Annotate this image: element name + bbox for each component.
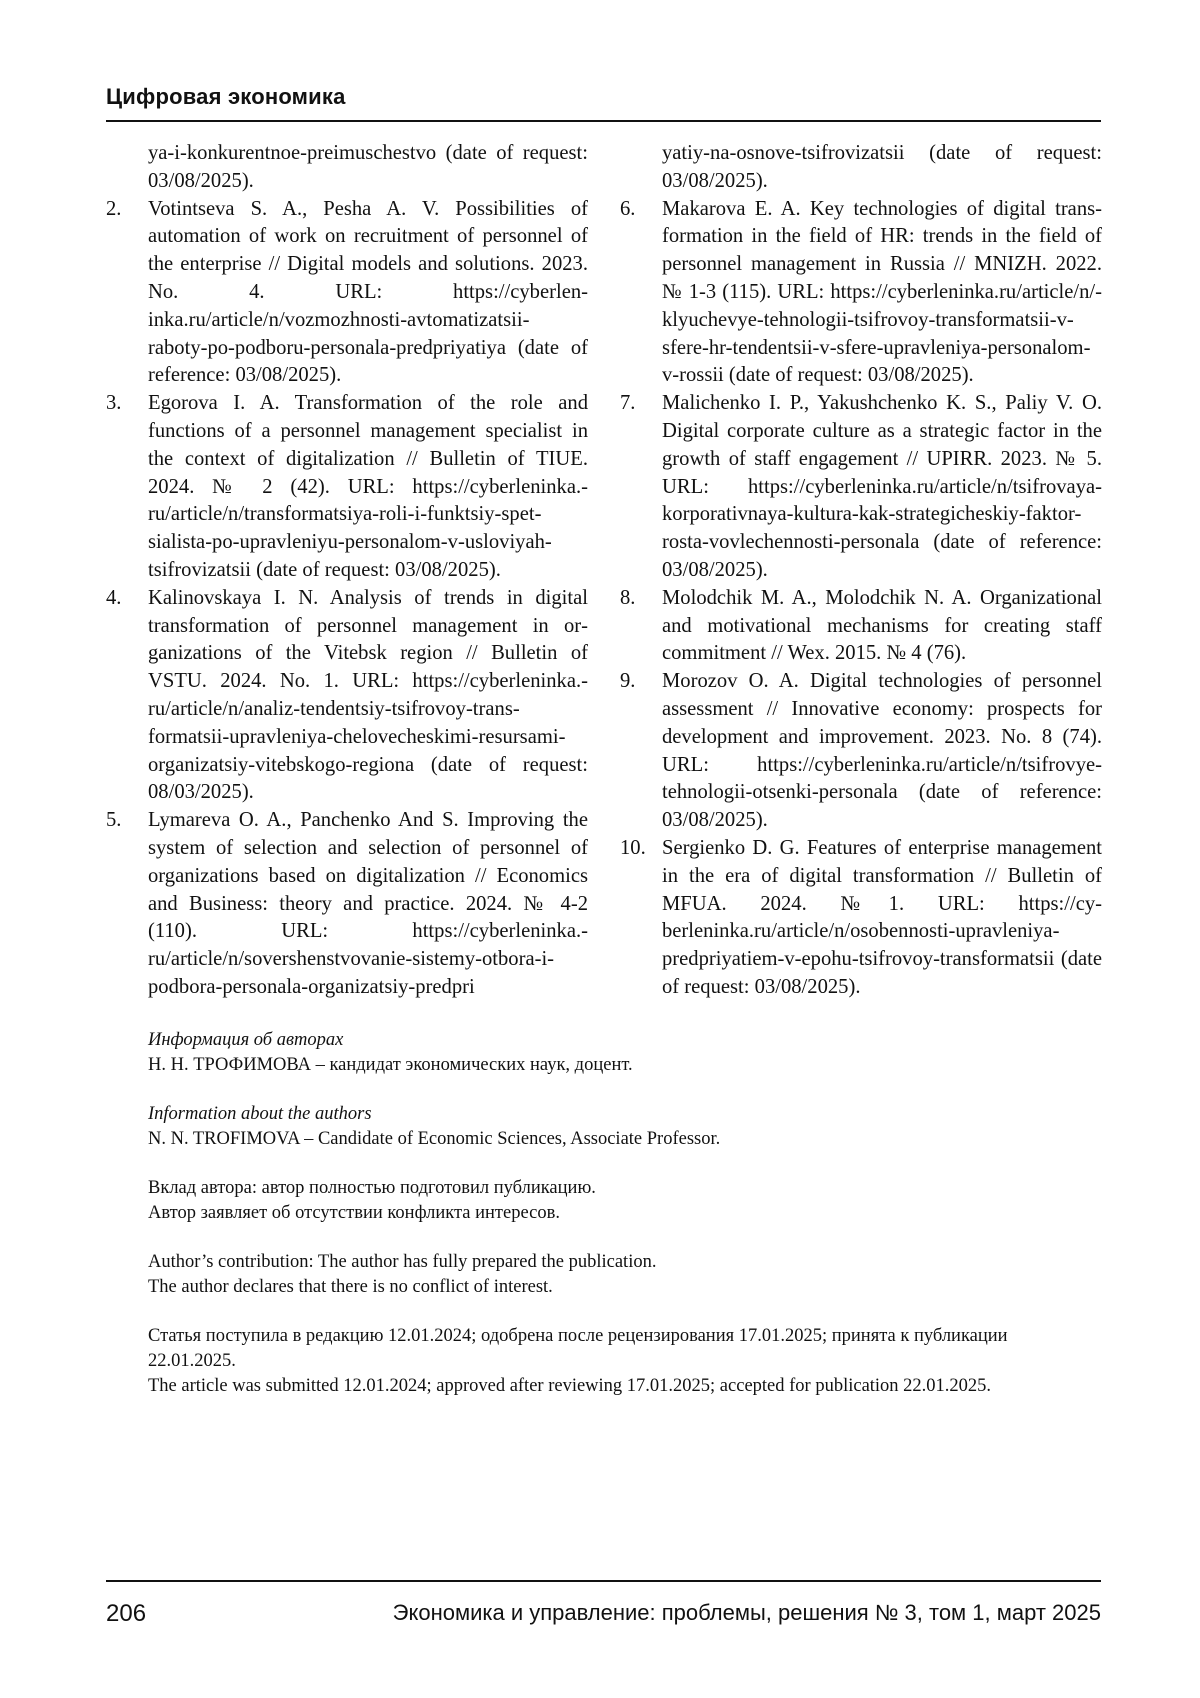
reference-item — [106, 807, 588, 1002]
reference-item — [620, 585, 1102, 668]
reference-list-left — [106, 140, 588, 1002]
article-dates-ru: Статья поступила в редакцию 12.01.2024; одобрена после рецензирования 17.01.2025; принята к публикации 22.01.2025. — [148, 1326, 1008, 1371]
author-info-ru — [148, 1028, 1098, 1078]
page-number: 206 — [106, 1600, 147, 1627]
article-dates-en: The article was submitted 12.01.2024; approved after reviewing 17.01.2025; accepted for publication 22.01.2025. — [148, 1376, 992, 1396]
reference-text: Sergienko D. G. Features of enterprise management in the era of digital transformation // Bulletin of MFUA. 2024. №1. URL: https://cyberleninka.ru/article/n/osobennosti-upravleniya-predpriyatiem-v-epohu-tsifrovoy-transformatsii (date of request: 03/08/2025). — [662, 836, 1102, 998]
reference-text: Makarova E. A. Key technologies of digital transformation in the field of HR: trends in the field of personnel management in Russia // MNIZH. 2022. № 1-3 (115). URL: https://cyberleninka.ru/article/n/klyuchevye-tehnologii-tsifrovoy-transformatsii-v-sfere-hr-tendentsii-v-sfere-upravleniya-personalom-v-rossii (date of request: 03/08/2025). — [662, 197, 1102, 387]
author-info-en-line: N. N. TROFIMOVA – Candidate of Economic Sciences, Associate Professor. — [148, 1129, 721, 1149]
reference-list-right — [620, 140, 1102, 1002]
reference-text: Morozov O. A. Digital technologies of personnel assessment // Innovative economy: prospects for development and improvement. 2023. No. 8 (74). URL: https://cyberleninka.ru/article/n/tsifrovye-tehnologii-otsenki-personala (date of reference: 03/08/2025). — [662, 670, 1102, 832]
contribution-ru-line2: Автор заявляет об отсутствии конфликта интересов. — [148, 1203, 560, 1223]
author-info-ru-heading: Информация об авторах — [148, 1030, 344, 1050]
reference-number: 4. — [106, 586, 122, 609]
contribution-ru — [148, 1176, 1098, 1226]
reference-number: 9. — [620, 670, 636, 693]
reference-text: Votintseva S. A., Pesha A. V. Possibilities of automation of work on recruitment of personnel of the enterprise // Digital models and solutions. 2023. No. 4. URL: https://cyberleninka.ru/article/n/vozmozhnosti-avtomatizatsii-raboty-po-podboru-personala-predpriyatiya (date of reference: 03/08/2025). — [148, 197, 588, 387]
reference-item — [620, 835, 1102, 1002]
reference-text: Lymareva O. A., Panchenko And S. Improving the system of selection and selection of personnel of organizations based on digitalization // Economics and Business: theory and practice. 2024. № 4-2 (110). URL: https://cyberleninka.ru/article/n/sovershenstvovanie-sistemy-otbora-i-podbora-personala-organizatsiy-predpri — [148, 809, 588, 998]
reference-item — [106, 140, 588, 196]
contribution-ru-line1: Вклад автора: автор полностью подготовил публикацию. — [148, 1178, 596, 1198]
reference-text: Egorova I. A. Transformation of the role and functions of a personnel management specialist in the context of digitalization // Bulletin of TIUE. 2024. № 2 (42). URL: https://cyberleninka.ru/article/n/transformatsiya-roli-i-funktsiy-spetsialista-po-upravleniyu-personalom-v-usloviyah-tsifrovizatsii (date of request: 03/08/2025). — [148, 392, 588, 581]
reference-item — [620, 196, 1102, 391]
references-column-right — [620, 140, 1102, 1002]
journal-issue-title: Экономика и управление: проблемы, решения № 3, том 1, март 2025 — [392, 1600, 1101, 1625]
contribution-en-line2: The author declares that there is no conflict of interest. — [148, 1277, 553, 1297]
reference-number: 8. — [620, 586, 636, 609]
reference-text: Kalinovskaya I. N. Analysis of trends in digital transformation of personnel management in organizations of the Vitebsk region // Bulletin of VSTU. 2024. No. 1. URL: https://cyberleninka.ru/article/n/analiz-tendentsiy-tsifrovoy-transformatsii-upravleniya-chelovecheskimi-resursami-organizatsiy-vitebskogo-regiona (date of request: 08/03/2025). — [148, 586, 588, 804]
reference-number: 3. — [106, 392, 122, 415]
reference-text: Malichenko I. P., Yakushchenko K. S., Paliy V. O. Digital corporate culture as a strategic factor in the growth of staff engagement // UPIRR. 2023. № 5. URL: https://cyberleninka.ru/article/n/tsifrovaya-korporativnaya-kultura-kak-strategicheskiy-faktor-rosta-vovlechennosti-personala (date of reference: 03/08/2025). — [662, 392, 1102, 581]
reference-number: 7. — [620, 392, 636, 415]
reference-text: ya-i-konkurentnoe-preimuschestvo (date of request: 03/08/2025). — [148, 142, 588, 192]
article-dates — [148, 1324, 1098, 1399]
references-column-left — [106, 140, 588, 1002]
reference-number: 5. — [106, 809, 122, 832]
footer-divider — [106, 1580, 1101, 1582]
reference-item — [620, 668, 1102, 835]
contribution-en — [148, 1250, 1098, 1300]
reference-item — [106, 390, 588, 585]
author-info-en — [148, 1102, 1098, 1152]
reference-item — [106, 196, 588, 391]
reference-item — [620, 140, 1102, 196]
reference-number: 6. — [620, 197, 636, 220]
reference-text: yatiy-na-osnove-tsifrovizatsii (date of request: 03/08/2025). — [662, 142, 1102, 192]
author-info-en-heading: Information about the authors — [148, 1104, 372, 1124]
reference-item — [106, 585, 588, 807]
reference-number: 10. — [620, 836, 646, 859]
reference-text: Molodchik M. A., Molodchik N. A. Organizational and motivational mechanisms for creating staff commitment // Wex. 2015. № 4 (76). — [662, 586, 1102, 665]
author-info-ru-line: Н. Н. ТРОФИМОВА – кандидат экономических наук, доцент. — [148, 1055, 633, 1075]
contribution-en-line1: Author’s contribution: The author has fully prepared the publication. — [148, 1252, 657, 1272]
running-header-title: Цифровая экономика — [106, 84, 346, 109]
reference-number: 2. — [106, 197, 122, 220]
header-divider — [106, 120, 1101, 122]
reference-item — [620, 390, 1102, 585]
